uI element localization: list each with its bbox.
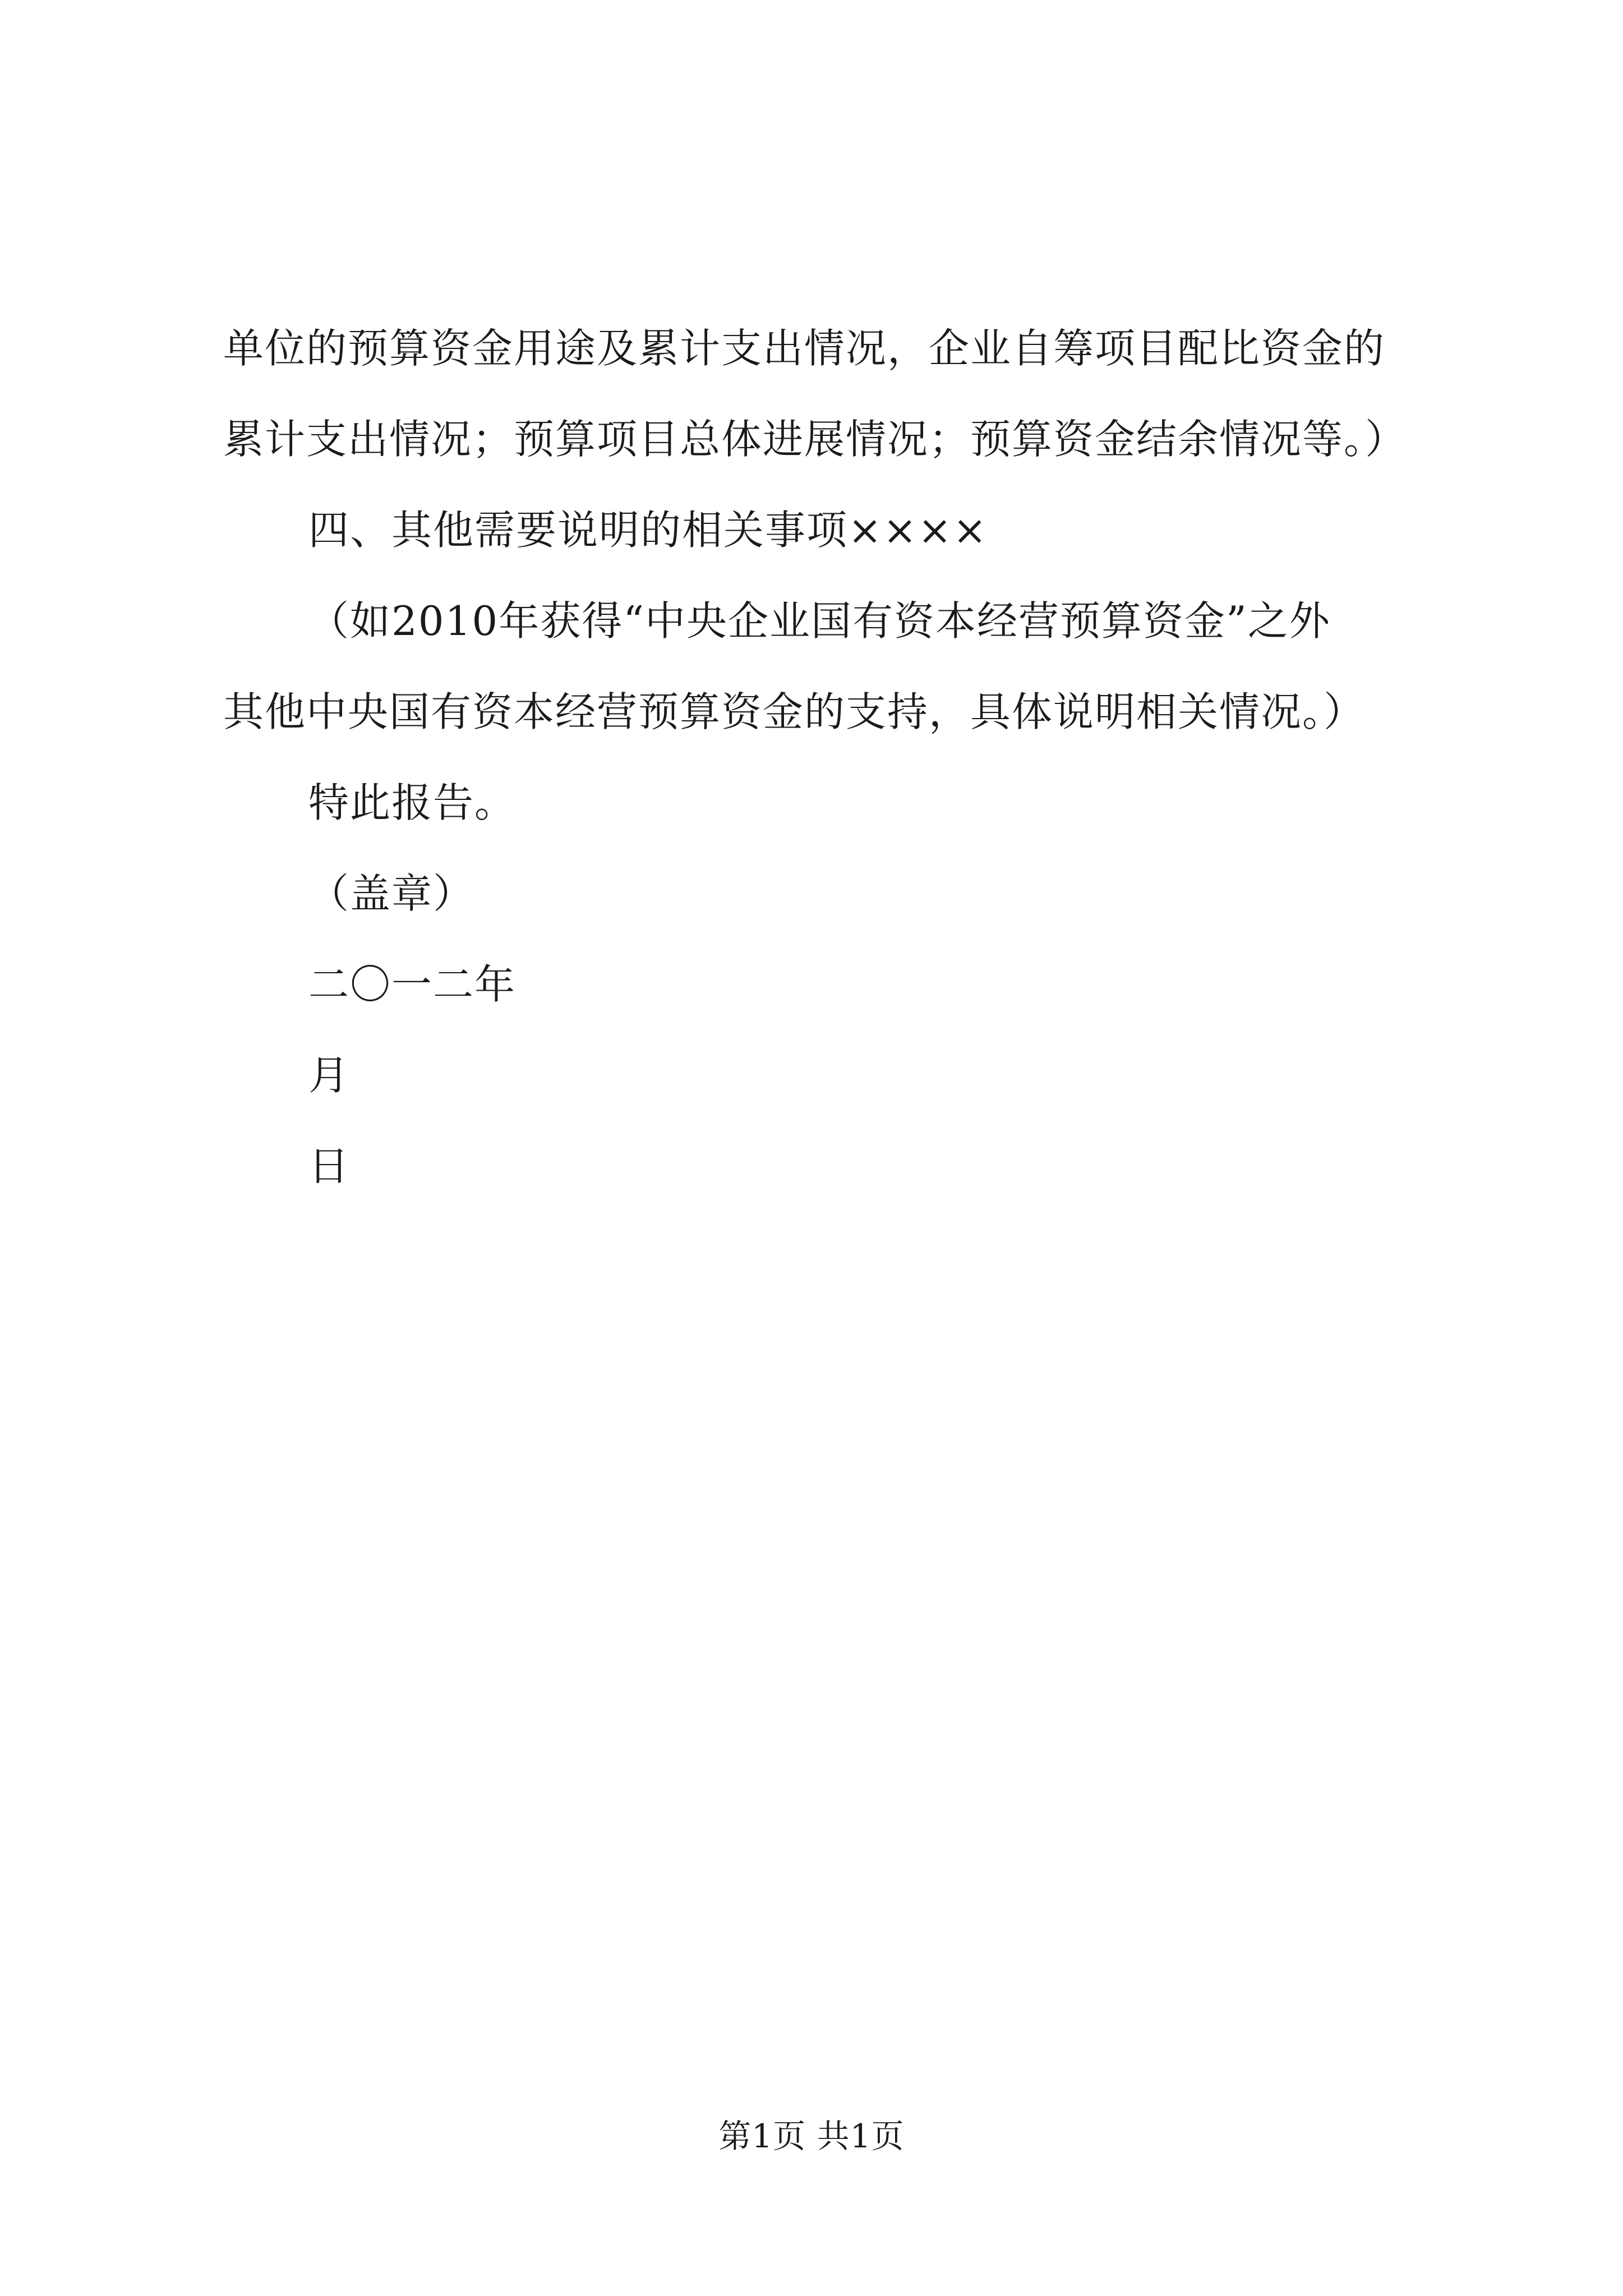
paragraph-line-budget-usage: 单位的预算资金用途及累计支出情况，企业自筹项目配比资金的	[223, 325, 1386, 372]
document-body	[223, 303, 1446, 1212]
closing-statement: 特此报告。	[308, 779, 517, 826]
paragraph-line-other-support: 其他中央国有资本经营预算资金的支持，具体说明相关情况。）	[223, 688, 1366, 735]
page-number-label: 第1页 共1页	[718, 2117, 905, 2155]
date-day: 日	[308, 1143, 351, 1190]
page-footer	[0, 2114, 1623, 2159]
section-heading-other-matters: 四、其他需要说明的相关事项××××	[308, 507, 988, 554]
paragraph-line-2010-funding: （如2010年获得“中央企业国有资本经营预算资金”之外	[308, 597, 1331, 645]
paragraph-line-cumulative-expense: 累计支出情况；预算项目总体进展情况；预算资金结余情况等。）	[223, 416, 1407, 463]
date-month: 月	[308, 1052, 351, 1099]
date-year: 二〇一二年	[308, 961, 517, 1008]
seal-placeholder: （盖章）	[308, 870, 475, 917]
